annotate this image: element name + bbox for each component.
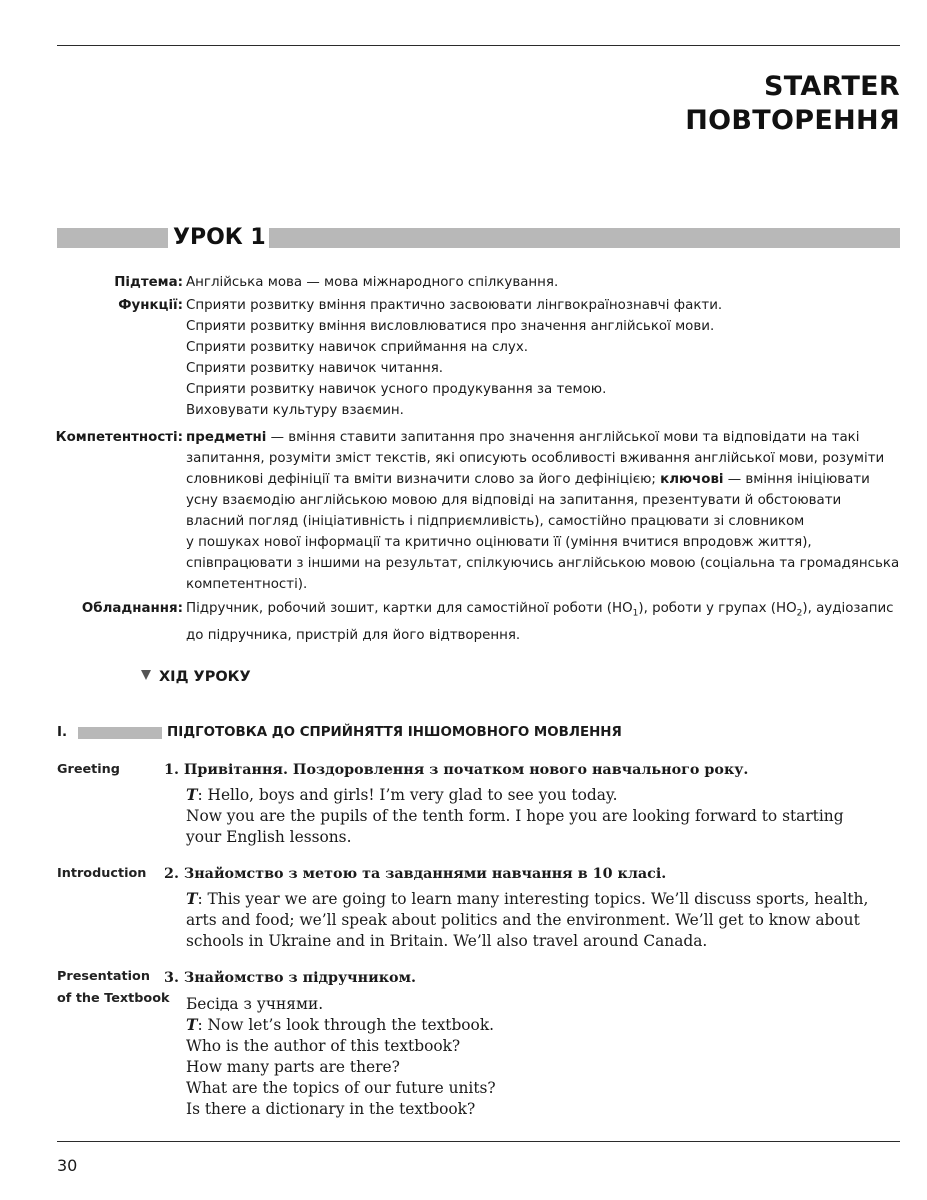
dialogue-text: Hello, boys and girls! I’m very glad to see you today.: [207, 786, 618, 804]
step-side-label: [57, 863, 146, 885]
competences-line: [186, 469, 899, 490]
lesson-bar-right-fill: [269, 228, 900, 248]
lesson-progress-title: ХІД УРОКУ: [159, 669, 251, 685]
competences-line: власний погляд (ініціативність і підприємливість), самостійно працювати зі словником: [186, 514, 805, 529]
triangle-down-icon: [141, 670, 151, 680]
side-label-line: Introduction: [57, 866, 147, 881]
section-heading-line1: STARTER: [764, 71, 900, 102]
equipment-label: Обладнання:: [81, 601, 183, 616]
side-label-line: Presentation: [57, 969, 150, 984]
competences-label: Компетентності:: [55, 430, 183, 445]
dialogue-line: Now you are the pupils of the tenth form. I hope you are looking forward to starting: [186, 807, 844, 825]
lesson-progress-heading: [141, 669, 251, 685]
step-heading: 3. Знайомство з підручником.: [164, 970, 416, 986]
function-item: Сприяти розвитку навичок усного продукування за темою.: [186, 382, 607, 397]
section-heading: [685, 70, 900, 138]
subtopic-text: [186, 272, 558, 293]
competences-text: [186, 427, 899, 595]
functions-list: [186, 295, 722, 421]
dialogue-text: This year we are going to learn many interesting topics. We’ll discuss sports, health,: [207, 890, 869, 908]
dialogue-line: T: Hello, boys and girls! I’m very glad to see you today.: [186, 786, 618, 804]
equipment-part: ), аудіозапис: [802, 601, 894, 616]
competences-line-start: словникові дефініції та вміти визначити слово за його дефініцією;: [186, 472, 661, 487]
dialogue-line: arts and food; we’ll speak about politics and the environment. We’ll get to know about: [186, 911, 860, 929]
function-item: Сприяти розвитку навичок читання.: [186, 361, 444, 376]
key-term: ключові: [660, 472, 724, 487]
stage-number: I.: [57, 725, 68, 740]
side-label-line: of the Textbook: [57, 991, 170, 1006]
dialogue-line: your English lessons.: [186, 828, 352, 846]
speaker-label: T: [186, 786, 198, 804]
equipment-subscript: 1: [632, 608, 639, 619]
function-item: Сприяти розвитку вміння висловлюватися про значення англійської мови.: [186, 319, 715, 334]
step-body: [186, 889, 902, 952]
competences-line: усну взаємодію англійською мовою для відповіді на запитання, презентувати й обстоювати: [186, 493, 842, 508]
dialogue-line: schools in Ukraine and in Britain. We’ll also travel around Canada.: [186, 932, 708, 950]
equipment-part: ), роботи у групах (НО: [638, 601, 797, 616]
page-number: 30: [57, 1156, 78, 1175]
competences-line-end: — вміння ініціювати: [723, 472, 870, 487]
competences-line: співпрацювати з іншими на результат, спілкуючись англійською мовою (соціальна та громадянська: [186, 556, 900, 571]
functions-label: Функції:: [118, 298, 183, 313]
section-heading-line2: ПОВТОРЕННЯ: [685, 105, 900, 136]
competences-line: [186, 427, 899, 448]
speaker-label: T: [186, 1016, 198, 1034]
equipment-line: [186, 598, 894, 625]
subtopic-line: Англійська мова — мова міжнародного спілкування.: [186, 275, 559, 290]
dialogue-text: Now let’s look through the textbook.: [207, 1016, 495, 1034]
dialogue-line: T: This year we are going to learn many interesting topics. We’ll discuss sports, health,: [186, 890, 869, 908]
function-item: Сприяти розвитку навичок сприймання на слух.: [186, 340, 528, 355]
bottom-rule: [57, 1141, 900, 1142]
speaker-label: T: [186, 890, 198, 908]
stage-title: ПІДГОТОВКА ДО СПРИЙНЯТТЯ ІНШОМОВНОГО МОВЛЕННЯ: [167, 725, 622, 740]
step-side-label: [57, 759, 120, 781]
dialogue-line: Is there a dictionary in the textbook?: [186, 1100, 476, 1118]
equipment-text: [186, 598, 894, 646]
top-rule: [57, 45, 900, 46]
stage-bar-fill: [78, 727, 162, 739]
equipment-part: Підручник, робочий зошит, картки для самостійної роботи (НО: [186, 601, 633, 616]
step-heading: 1. Привітання. Поздоровлення з початком нового навчального року.: [164, 762, 749, 778]
subtopic-label: Підтема:: [114, 275, 183, 290]
function-item: Сприяти розвитку вміння практично засвоювати лінгвокраїнознавчі факти.: [186, 298, 723, 313]
competences-line-rest: — вміння ставити запитання про значення англійської мови та відповідати на такі: [266, 430, 860, 445]
stage-heading: [57, 723, 900, 745]
dialogue-line: How many parts are there?: [186, 1058, 400, 1076]
intro-line: Бесіда з учнями.: [186, 995, 324, 1013]
equipment-line: до підручника, пристрій для його відтворення.: [186, 627, 521, 643]
equipment-subscript: 2: [796, 608, 803, 619]
dialogue-line: T: Now let’s look through the textbook.: [186, 1016, 495, 1034]
competences-line: компетентності).: [186, 577, 308, 592]
subject-term: предметні: [186, 430, 267, 445]
lesson-title: УРОК 1: [173, 225, 266, 250]
step-heading: 2. Знайомство з метою та завданнями навчання в 10 класі.: [164, 866, 667, 882]
lesson-bar-left-fill: [57, 228, 168, 248]
dialogue-line: Who is the author of this textbook?: [186, 1037, 461, 1055]
lesson-bar: [57, 224, 900, 251]
side-label-line: Greeting: [57, 762, 120, 777]
step-body: [186, 785, 902, 848]
step-body: [186, 994, 902, 1120]
competences-line: запитання, розуміти зміст текстів, які описують особливості вживання англійської мови, розуміти: [186, 451, 885, 466]
step-side-label: [57, 966, 170, 1010]
dialogue-line: What are the topics of our future units?: [186, 1079, 496, 1097]
function-item: Виховувати культуру взаємин.: [186, 403, 404, 418]
competences-line: у пошуках нової інформації та критично оцінювати її (уміння вчитися впродовж життя),: [186, 535, 812, 550]
